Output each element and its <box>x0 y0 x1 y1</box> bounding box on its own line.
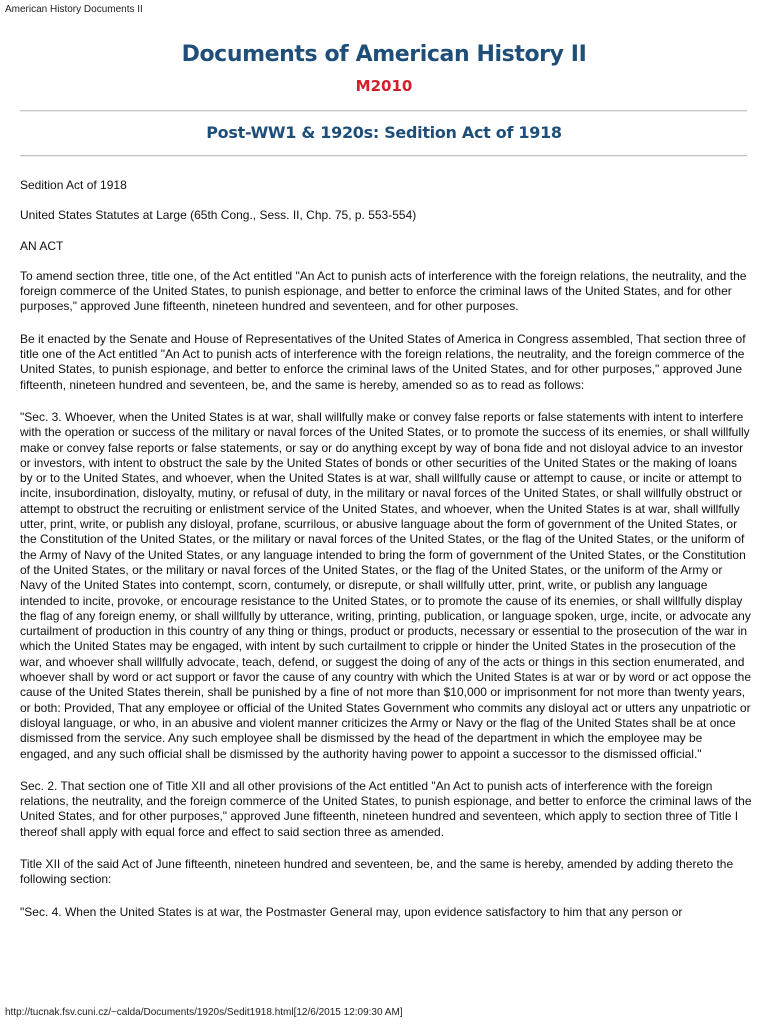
paragraph-section-4: "Sec. 4. When the United States is at war, the Postmaster General may, upon evidence satisfactory to him that any person or <box>20 904 683 919</box>
document-body <box>20 178 752 937</box>
paragraph-enacting-clause: Be it enacted by the Senate and House of Representatives of the United States of America in Congress assembled, That section three of title one of the Act entitled "An Act to punish acts of interference with the foreign relations, the neutrality, and the foreign commerce of the United States, to punish espionage, and better to enforce the criminal laws of the United States, and for other purposes," approved June fifteenth, nineteen hundred and seventeen, be, and the same is hereby, amended so as to read as follows: <box>20 331 746 392</box>
site-title: Documents of American History II <box>181 42 587 67</box>
course-code: M2010 <box>355 77 413 95</box>
paragraph-section-3: "Sec. 3. Whoever, when the United States is at war, shall willfully make or convey false reports or false statements with intent to interfere with the operation or success of the military or naval forces of the United States, or to promote the success of its enemies, or shall willfully make or convey false reports or false statements, or say or do anything except by way of bona fide and not disloyal advice to an investor or investors, with intent to obstruct the sale by the United States of bonds or other securities of the United States or the making of loans by or to the United States, and whoever, when the United States is at war, shall willfully cause or attempt to cause, or incite or attempt to incite, insubordination, disloyalty, mutiny, or refusal of duty, in the military or naval forces of the United States, or shall willfully obstruct or attempt to obstruct the recruiting or enlistment service of the United States, and whoever, when the United States is at war, shall willfully utter, print, write, or publish any disloyal, profane, scurrilous, or abusive language about the form of government of the United States, or the Constitution of the United States, or the military or naval forces of the United States, or the flag of the United States, or the uniform of the Army of Navy of the United States, or any language intended to bring the form of government of the United States, or the Constitution of the United States, or the military or naval forces of the United States, or the flag of the United States, or the uniform of the Army or Navy of the United States into contempt, scorn, contumely, or disrepute, or shall willfully utter, print, write, or publish any language intended to incite, provoke, or encourage resistance to the United States, or to promote the cause of its enemies, or shall willfully display the flag of any foreign enemy, or shall willfully by utterance, writing, printing, publication, or language spoken, urge, incite, or advocate any curtailment of production in this country of any thing or things, product or products, necessary or essential to the prosecution of the war in which the United States may be engaged, with intent by such curtailment to cripple or hinder the United States in the prosecution of the war, and whoever shall willfully advocate, teach, defend, or suggest the doing of any of the acts or things in this section enumerated, and whoever shall by word or act support or favor the cause of any country with which the United States is at war or by word or act oppose the cause of the United States therein, shall be punished by a fine of not more than $10,000 or imprisonment for not more than twenty years, or both: Provided, That any employee or official of the United States Government who commits any disloyal act or utters any unpatriotic or disloyal language, or who, in an abusive and violent manner criticizes the Army or Navy or the flag of the United States shall be at once dismissed from the service. Any such employee shall be dismissed by the head of the department in which the employee may be engaged, and any such official shall be dismissed by the authority having power to appoint a successor to the dismissed official." <box>20 409 752 761</box>
footer-url: http://tucnak.fsv.cuni.cz/~calda/Documents/1920s/Sedit1918.html[12/6/2015 12:09:30 AM] <box>5 1007 403 1018</box>
divider-top <box>20 110 747 112</box>
paragraph-preamble: To amend section three, title one, of the Act entitled "An Act to punish acts of interference with the foreign relations, the neutrality, and the foreign commerce of the United States, to punish espionage, and better to enforce the criminal laws of the United States, and for other purposes," approved June fifteenth, nineteen hundred and seventeen, and for other purposes. <box>20 268 747 314</box>
paragraph-section-2: Sec. 2. That section one of Title XII and all other provisions of the Act entitled "An Act to punish acts of interference with the foreign relations, the neutrality, and the foreign commerce of the United States, to punish espionage, and better to enforce the criminal laws of the United States, and for other purposes," approved June fifteenth, nineteen hundred and seventeen, which apply to section three of Title I thereof shall apply with equal force and effect to said section three as amended. <box>20 778 752 839</box>
document-title: Sedition Act of 1918 <box>20 178 127 192</box>
act-label: AN ACT <box>20 238 64 253</box>
paragraph-title-xii: Title XII of the said Act of June fifteenth, nineteen hundred and seventeen, be, and the same is hereby, amended by adding thereto the following section: <box>20 856 734 887</box>
divider-bottom <box>20 155 747 157</box>
page-header-label: American History Documents II <box>5 4 143 15</box>
section-title: Post-WW1 & 1920s: Sedition Act of 1918 <box>206 123 562 142</box>
statute-reference: United States Statutes at Large (65th Cong., Sess. II, Chp. 75, p. 553-554) <box>20 208 417 223</box>
